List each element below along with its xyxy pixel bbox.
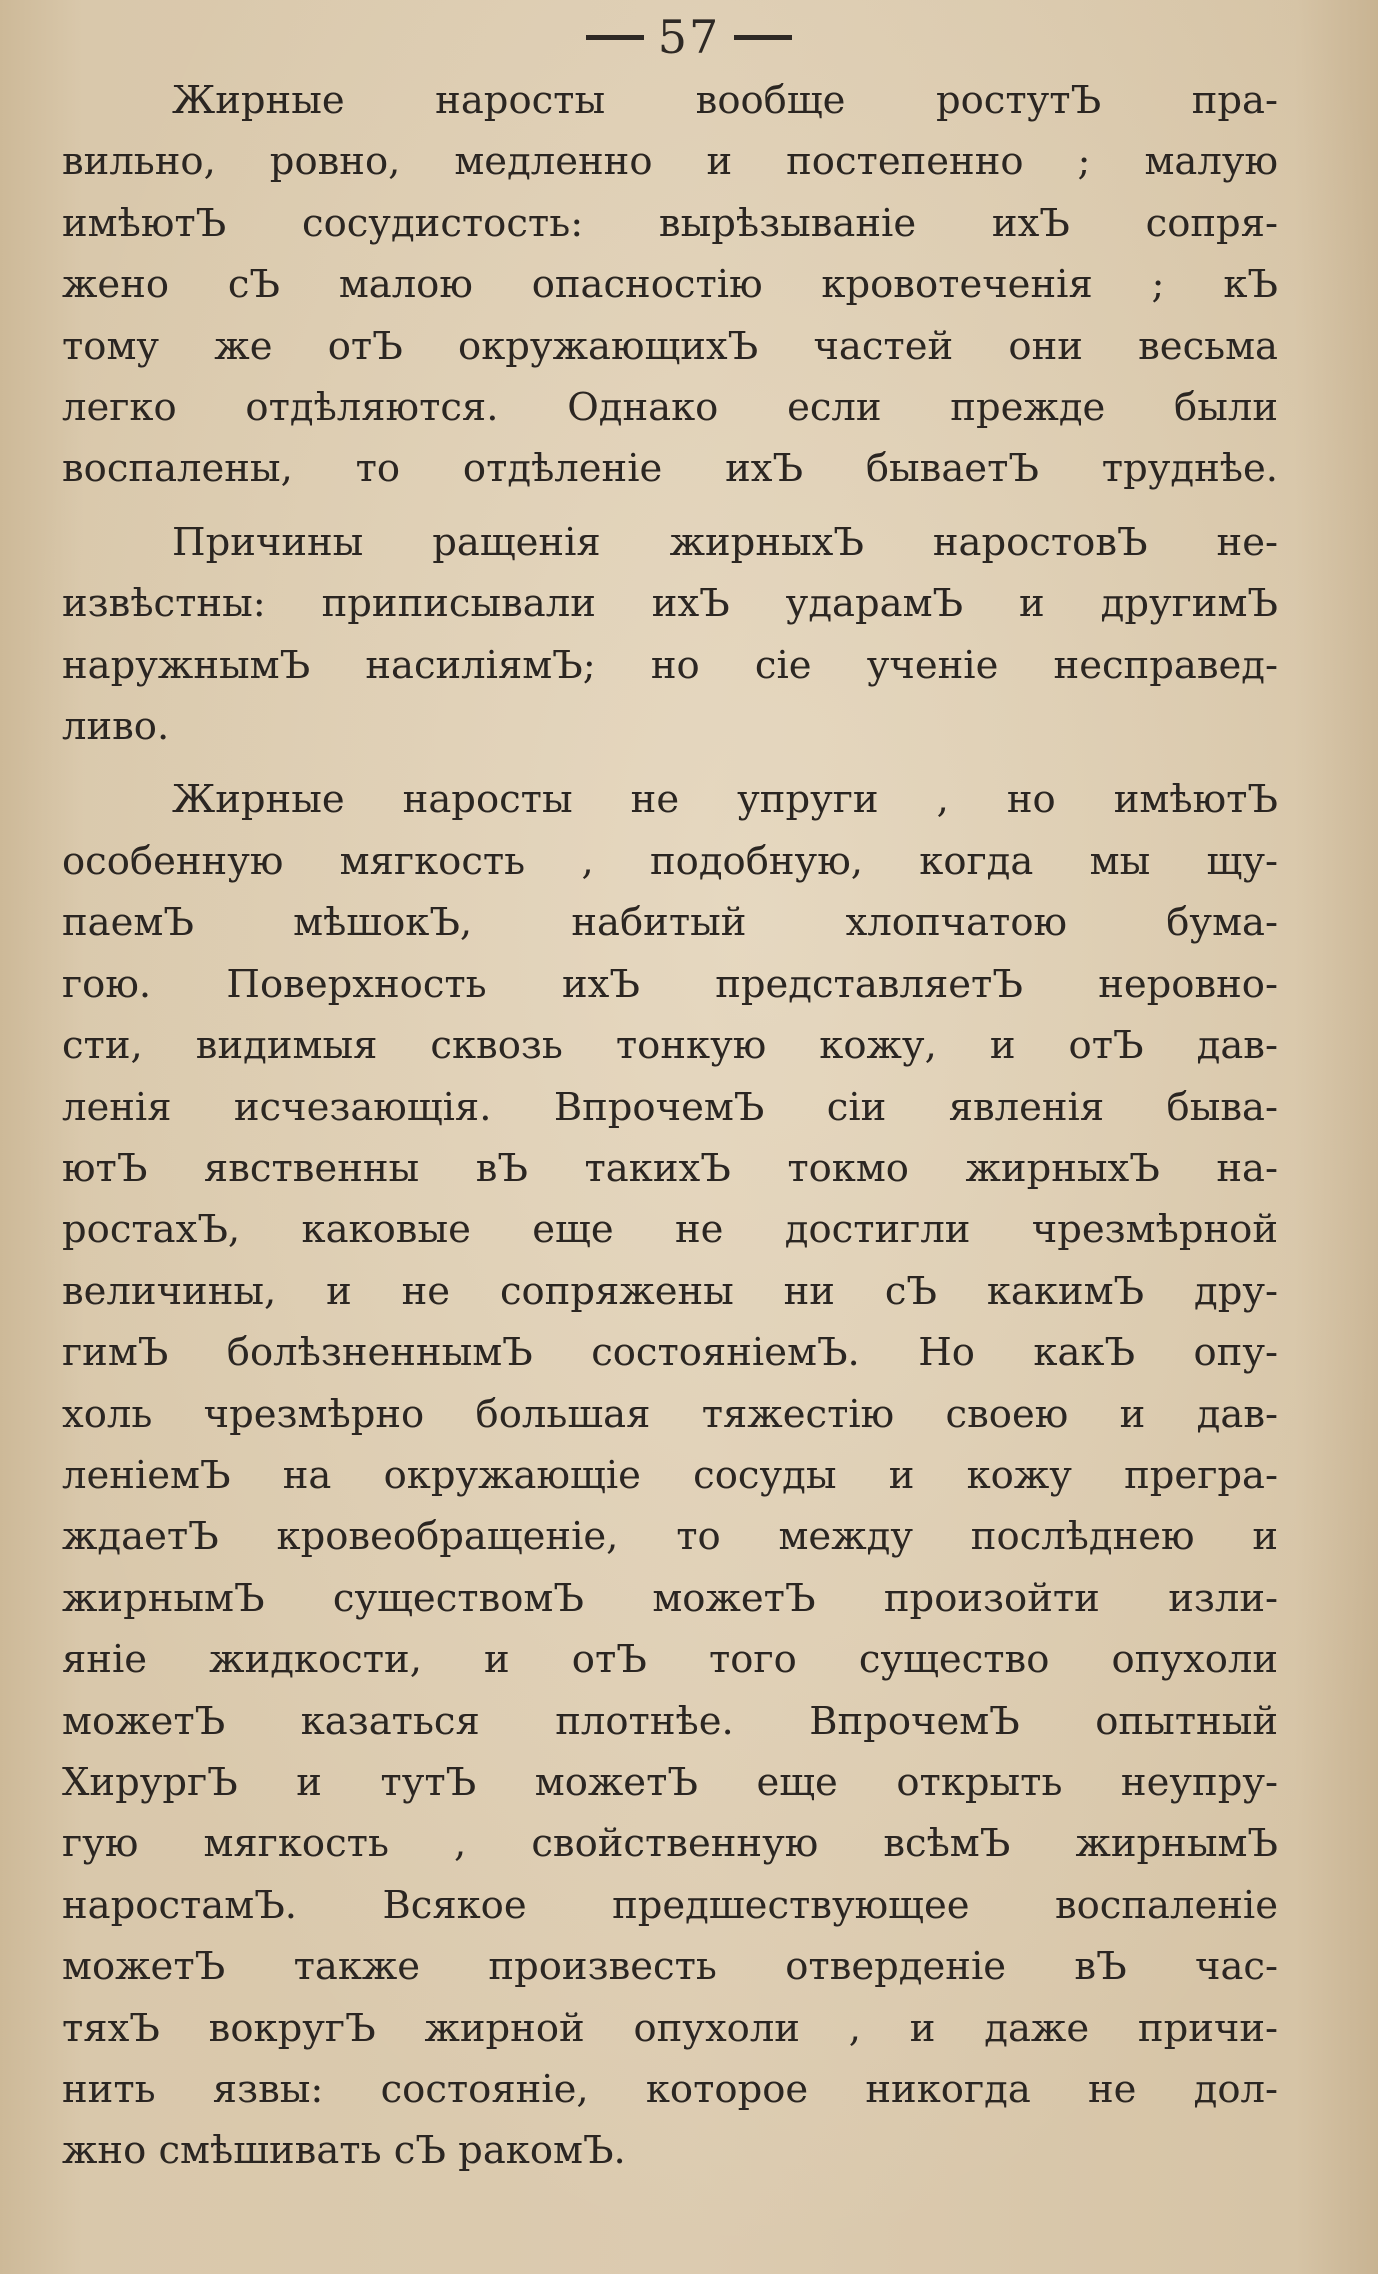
- text-line: холь чрезмѣрно большая тяжестію своею и дав-: [62, 1391, 1278, 1437]
- text-line: можетЪ также произвесть отверденіе вЪ час-: [62, 1944, 1278, 1990]
- text-line: гую мягкость , свойственную всѣмЪ жирнымЪ: [62, 1821, 1278, 1867]
- text-line: воспалены, то отдѣленіе ихЪ бываетЪ труднѣе.: [62, 446, 1278, 492]
- text-line: нить язвы: состояніе, которое никогда не дол-: [62, 2067, 1278, 2112]
- text-line: ленія исчезающія. ВпрочемЪ сіи явленія быва-: [62, 1084, 1278, 1130]
- page-number: [0, 10, 1378, 64]
- text-line: ХирургЪ и тутЪ можетЪ еще открыть неупру-: [62, 1759, 1278, 1805]
- text-line: вильно, ровно, медленно и постепенно ; малую: [62, 139, 1278, 185]
- text-line: особенную мягкость , подобную, когда мы щу-: [62, 838, 1278, 884]
- page-number-value: 57: [657, 10, 721, 64]
- text-line: паемЪ мѣшокЪ, набитый хлопчатою бума-: [62, 900, 1278, 946]
- text-line: Жирные наросты вообще ростутЪ пра-: [172, 78, 1278, 123]
- text-line: жирнымЪ существомЪ можетЪ произойти изли-: [62, 1575, 1278, 1621]
- text-line: наружнымЪ насиліямЪ; но сіе ученіе несправед-: [62, 642, 1278, 688]
- text-line: жно смѣшивать сЪ ракомЪ.: [62, 2128, 626, 2174]
- paragraph-1: [62, 70, 1278, 500]
- text-line: жено сЪ малою опасностію кровотеченія ; кЪ: [62, 262, 1278, 308]
- text-line: яніе жидкости, и отЪ того существо опухоли: [62, 1637, 1278, 1683]
- text-line: Причины ращенія жирныхЪ наростовЪ не-: [172, 519, 1278, 565]
- text-line: извѣстны: приписывали ихЪ ударамЪ и другимЪ: [62, 581, 1278, 627]
- text-line: ростахЪ, каковые еще не достигли чрезмѣрной: [62, 1207, 1278, 1253]
- text-line: сти, видимыя сквозь тонкую кожу, и отЪ дав-: [62, 1023, 1278, 1069]
- paragraph-2: [62, 512, 1278, 758]
- text-line: тяхЪ вокругЪ жирной опухоли , и даже причи-: [62, 2005, 1278, 2051]
- text-line: можетЪ казаться плотнѣе. ВпрочемЪ опытный: [62, 1698, 1278, 1744]
- text-line: величины, и не сопряжены ни сЪ какимЪ дру-: [62, 1268, 1278, 1314]
- text-line: гою. Поверхность ихЪ представляетЪ неровно-: [62, 961, 1278, 1007]
- page-number-right-dash: [734, 35, 792, 40]
- text-line: леніемЪ на окружающіе сосуды и кожу прегра-: [62, 1452, 1278, 1498]
- text-line: тому же отЪ окружающихЪ частей они весьма: [62, 323, 1278, 369]
- text-line: наростамЪ. Всякое предшествующее воспаленіе: [62, 1882, 1278, 1928]
- text-line: гимЪ болѣзненнымЪ состояніемЪ. Но какЪ опу-: [62, 1330, 1278, 1376]
- text-line: ждаетЪ кровеобращеніе, то между послѣднею и: [62, 1514, 1278, 1560]
- text-line: ливо.: [62, 704, 170, 750]
- text-line: ютЪ явственны вЪ такихЪ токмо жирныхЪ на-: [62, 1145, 1278, 1191]
- text-line: Жирные наросты не упруги , но имѣютЪ: [172, 777, 1278, 823]
- text-line: легко отдѣляются. Однако если прежде были: [62, 385, 1278, 431]
- paragraph-3: [62, 769, 1278, 2181]
- body-text: [62, 70, 1278, 2182]
- text-line: имѣютЪ сосудистость: вырѣзываніе ихЪ сопря-: [62, 200, 1278, 246]
- page-number-left-dash: [586, 35, 644, 40]
